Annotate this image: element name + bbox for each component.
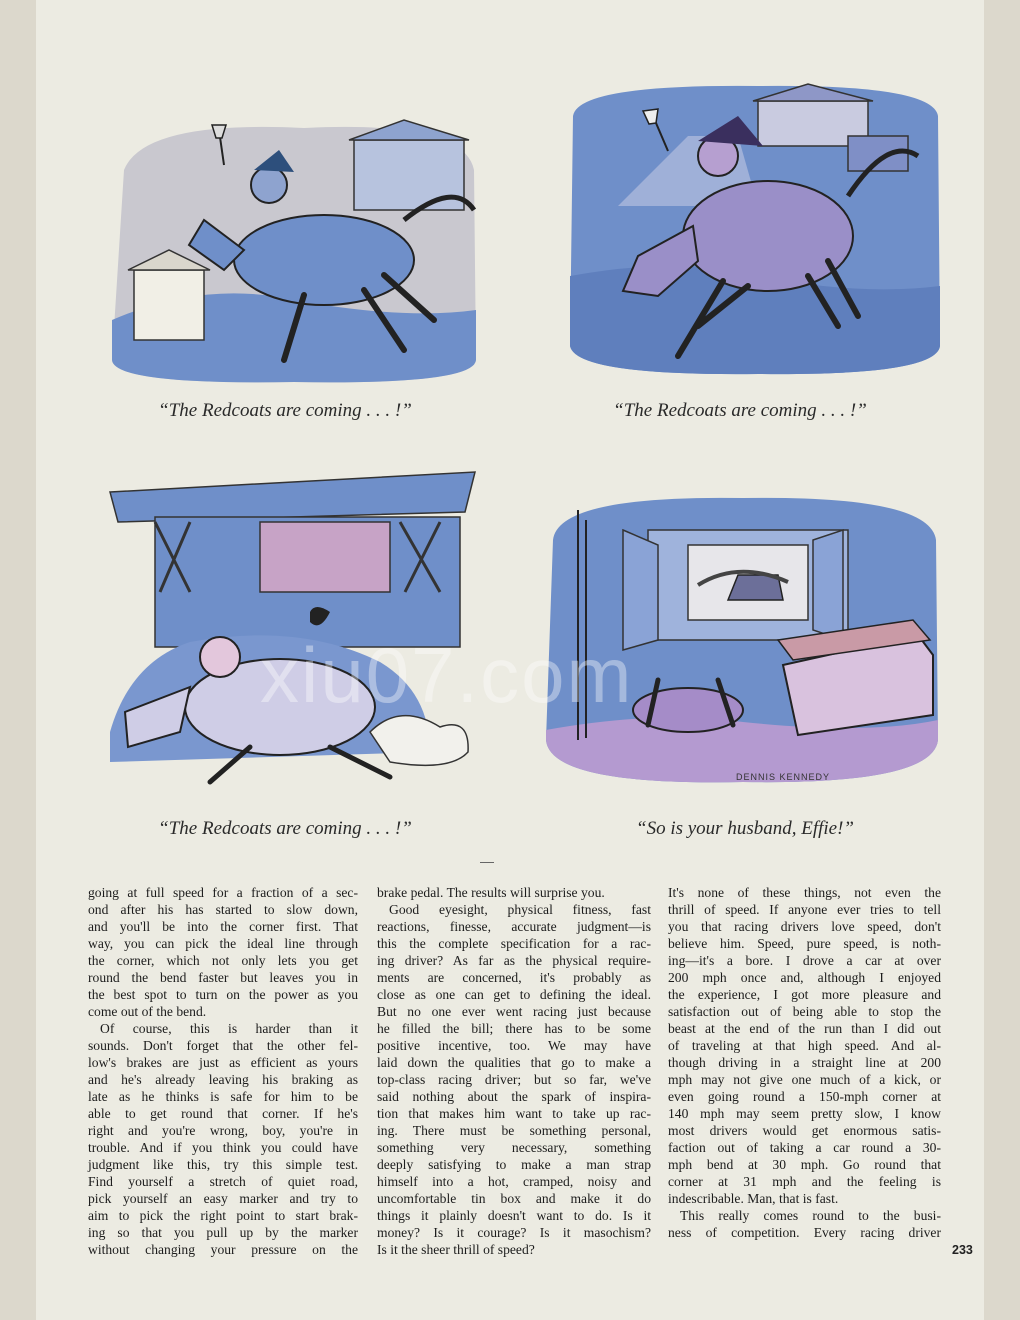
text-line: sounds. Don't forget that the other fel-: [88, 1038, 358, 1053]
caption-panel-1: “The Redcoats are coming . . . !”: [158, 400, 412, 421]
text-line: judgment like this, try this simple test.: [88, 1157, 358, 1172]
text-line: going at full speed for a fraction of a sec-: [88, 885, 358, 900]
text-line: laid down the qualities that go to make a: [377, 1055, 651, 1070]
text-line: things it plainly doesn't want to do. Is it: [377, 1208, 651, 1223]
caption-panel-2: “The Redcoats are coming . . . !”: [613, 400, 867, 421]
caption-panel-4: “So is your husband, Effie!”: [636, 818, 854, 839]
cartoon-illustration-4: [538, 490, 948, 790]
text-line: of traveling at that high speed. And al-: [668, 1038, 941, 1053]
text-line: Find yourself a stretch of quiet road,: [88, 1174, 358, 1189]
text-line: the best spot to turn on the power as you: [88, 987, 358, 1002]
text-line: uncomfortable tin box and make it do: [377, 1191, 651, 1206]
text-line: mph may not give one much of a kick, or: [668, 1072, 941, 1087]
text-line: But no one ever went racing just because: [377, 1004, 651, 1019]
text-line: money? Is it courage? Is it masochism?: [377, 1225, 651, 1240]
text-line: late as he thinks is safe for him to be: [88, 1089, 358, 1104]
text-line: Is it the sheer thrill of speed?: [377, 1242, 535, 1257]
cartoon-illustration-3: [100, 462, 480, 792]
text-column-3: [668, 884, 941, 1241]
text-line: without changing your pressure on the: [88, 1242, 358, 1257]
text-line: indescribable. Man, that is fast.: [668, 1191, 839, 1206]
text-line: himself into a hot, cramped, noisy and: [377, 1174, 651, 1189]
text-line: and he's already leaving his braking as: [88, 1072, 358, 1087]
text-line: pick yourself an easy marker and try to: [88, 1191, 358, 1206]
text-line: Good eyesight, physical fitness, fast: [389, 902, 651, 917]
text-line: ond after his has started to slow down,: [88, 902, 358, 917]
text-line: mph bend at 30 mph. Go round that: [668, 1157, 941, 1172]
text-line: corner at 31 mph and the feeling is: [668, 1174, 941, 1189]
text-line: top-class racing driver; but so far, we've: [377, 1072, 651, 1087]
text-line: 140 mph may seem pretty slow, I know: [668, 1106, 941, 1121]
text-line: 200 mph once and, although I enjoyed: [668, 970, 941, 985]
text-line: and you'll be into the corner first. That: [88, 919, 358, 934]
cartoon-illustration-2: [558, 76, 948, 386]
watermark-text: xiu07.com: [260, 631, 634, 719]
caption-panel-3: “The Redcoats are coming . . . !”: [158, 818, 412, 839]
text-line: faction out of taking a car round a 30-: [668, 1140, 941, 1155]
text-line: he filled the bill; there has to be some: [377, 1021, 651, 1036]
text-line: right and you're wrong, boy, you're in: [88, 1123, 358, 1138]
text-line: low's brakes are just as efficient as yours: [88, 1055, 358, 1070]
text-line: way, you can pick the ideal line through: [88, 936, 358, 951]
text-line: tion that makes him want to take up rac-: [377, 1106, 651, 1121]
text-column-1: [88, 884, 358, 1258]
text-line: trouble. And if you think you could have: [88, 1140, 358, 1155]
text-line: most drivers would get enormous satis-: [668, 1123, 941, 1138]
text-line: aim to pick the right point to start brak-: [88, 1208, 358, 1223]
text-line: positive incentive, too. We may have: [377, 1038, 651, 1053]
text-line: ments are concerned, it's probably as: [377, 970, 651, 985]
text-line: ing. There must be something personal,: [377, 1123, 651, 1138]
text-line: Of course, this is harder than it: [100, 1021, 358, 1036]
cartoon-panel-4: [538, 490, 948, 790]
artist-signature: DENNIS KENNEDY: [736, 772, 831, 782]
cartoon-panel-2: [558, 76, 948, 386]
text-line: round the bend faster but leaves you in: [88, 970, 358, 985]
text-line: brake pedal. The results will surprise you.: [377, 885, 605, 900]
text-line: close as one can get to defining the ideal.: [377, 987, 651, 1002]
text-line: the experience, I got more pleasure and: [668, 987, 941, 1002]
text-line: ing so that you pull up by the marker: [88, 1225, 358, 1240]
text-line: satisfaction out of being able to stop the: [668, 1004, 941, 1019]
text-line: something very necessary, something: [377, 1140, 651, 1155]
text-line: believe him. Speed, pure speed, is noth-: [668, 936, 941, 951]
text-line: though driving in a straight line at 200: [668, 1055, 941, 1070]
text-line: It's none of these things, not even the: [668, 885, 941, 900]
text-line: ness of competition. Every racing driver: [668, 1225, 941, 1240]
text-line: deeply satisfying to make a man strap: [377, 1157, 651, 1172]
text-line: said nothing about the spark of inspira-: [377, 1089, 651, 1104]
text-line: come out of the bend.: [88, 1004, 207, 1019]
text-line: you that racing drivers love speed, don't: [668, 919, 941, 934]
text-line: This really comes round to the busi-: [680, 1208, 941, 1223]
text-line: ing—it's a bore. I drove a car at over: [668, 953, 941, 968]
page-number: 233: [952, 1243, 973, 1257]
section-divider: [480, 862, 494, 863]
cartoon-panel-3: [100, 462, 480, 792]
text-line: even going round a 150-mph corner at: [668, 1089, 941, 1104]
text-line: ing driver? As far as the physical require-: [377, 953, 651, 968]
text-line: beast at the end of the run than I did out: [668, 1021, 941, 1036]
text-line: this the complete specification for a rac-: [377, 936, 651, 951]
cartoon-illustration-1: [104, 110, 484, 390]
text-line: able to get round that corner. If he's: [88, 1106, 358, 1121]
text-line: thrill of speed. If anyone ever tries to tell: [668, 902, 941, 917]
text-column-2: [377, 884, 651, 1258]
cartoon-panel-1: [104, 110, 484, 390]
text-line: the corner, which not only lets you get: [88, 953, 358, 968]
text-line: reactions, finesse, accurate judgment—is: [377, 919, 651, 934]
